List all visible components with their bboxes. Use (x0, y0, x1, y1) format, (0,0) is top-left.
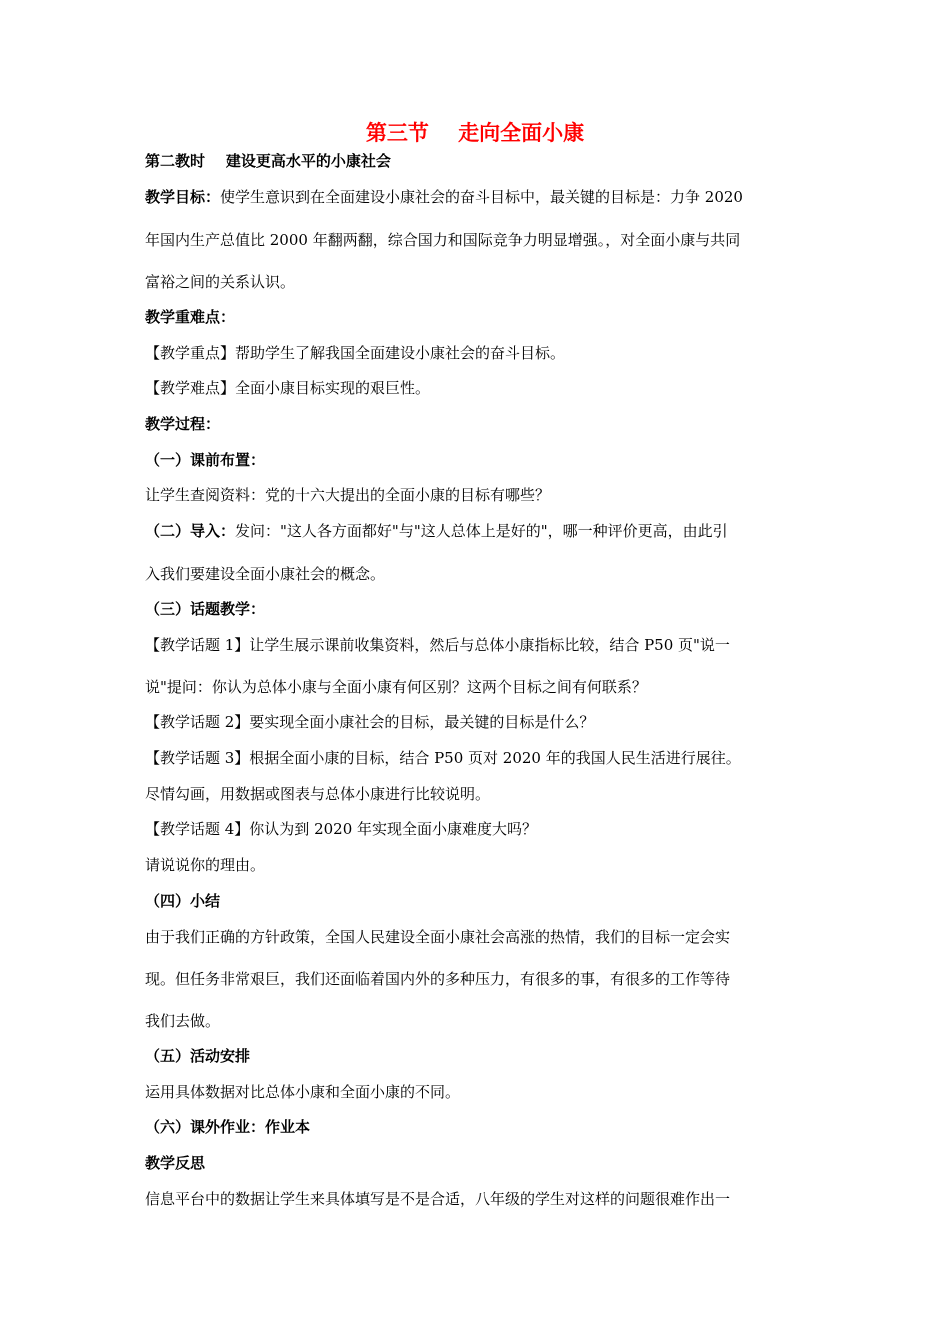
topic-2: 【教学话题 2】要实现全面小康社会的目标，最关键的目标是什么？ (145, 713, 595, 731)
key-point-focus: 【教学重点】帮助学生了解我国全面建设小康社会的奋斗目标。 (145, 344, 566, 362)
key-points-heading: 教学重难点： (145, 308, 236, 326)
section-3-heading: （三）话题教学： (145, 600, 266, 618)
topic-3-line-1: 【教学话题 3】根据全面小康的目标，结合 P50 页对 2020 年的我国人民生活进行展往。 (145, 749, 741, 767)
goal-line-2: 年国内生产总值比 2000 年翻两翻，综合国力和国际竞争力明显增强。，对全面小康与共同 (145, 231, 741, 249)
section-5-text: 运用具体数据对比总体小康和全面小康的不同。 (145, 1083, 461, 1101)
goal-text-1: 使学生意识到在全面建设小康社会的奋斗目标中，最关键的目标是：力争 2020 (220, 188, 743, 206)
goal-line-1 (145, 186, 743, 208)
section-1-text: 让学生查阅资料：党的十六大提出的全面小康的目标有哪些？ (145, 486, 551, 504)
lesson-subtitle: 第二教时 建设更高水平的小康社会 (145, 152, 391, 170)
section-1-heading: （一）课前布置： (145, 451, 266, 469)
reflection-line-1: 信息平台中的数据让学生来具体填写是不是合适，八年级的学生对这样的问题很难作出一 (145, 1190, 731, 1208)
section-4-heading: （四）小结 (145, 892, 221, 910)
section-6-heading: （六）课外作业：作业本 (145, 1118, 311, 1136)
topic-3-line-2: 尽情勾画，用数据或图表与总体小康进行比较说明。 (145, 785, 491, 803)
section-2-line-1 (145, 520, 728, 542)
topic-4-line-2: 请说说你的理由。 (145, 856, 266, 874)
goal-line-3: 富裕之间的关系认识。 (145, 273, 296, 291)
topic-4-line-1: 【教学话题 4】你认为到 2020 年实现全面小康难度大吗？ (145, 820, 538, 838)
process-heading: 教学过程： (145, 415, 221, 433)
section-4-line-2: 现。但任务非常艰巨，我们还面临着国内外的多种压力，有很多的事，有很多的工作等待 (145, 970, 731, 988)
section-2-text-1: 发问："这人各方面都好"与"这人总体上是好的"，哪一种评价更高，由此引 (235, 522, 728, 540)
goal-label: 教学目标： (145, 188, 221, 206)
key-point-difficulty: 【教学难点】全面小康目标实现的艰巨性。 (145, 379, 431, 397)
section-4-line-1: 由于我们正确的方针政策，全国人民建设全面小康社会高涨的热情，我们的目标一定会实 (145, 928, 731, 946)
section-4-line-3: 我们去做。 (145, 1012, 221, 1030)
section-5-heading: （五）活动安排 (145, 1047, 251, 1065)
reflection-heading: 教学反思 (145, 1154, 206, 1172)
section-2-label: （二）导入： (145, 522, 236, 540)
topic-1-line-2: 说"提问：你认为总体小康与全面小康有何区别？这两个目标之间有何联系？ (145, 678, 647, 696)
section-2-line-2: 入我们要建设全面小康社会的概念。 (145, 565, 386, 583)
page-title: 第三节 走向全面小康 (365, 121, 585, 145)
topic-1-line-1: 【教学话题 1】让学生展示课前收集资料，然后与总体小康指标比较，结合 P50 页"说一 (145, 636, 730, 654)
